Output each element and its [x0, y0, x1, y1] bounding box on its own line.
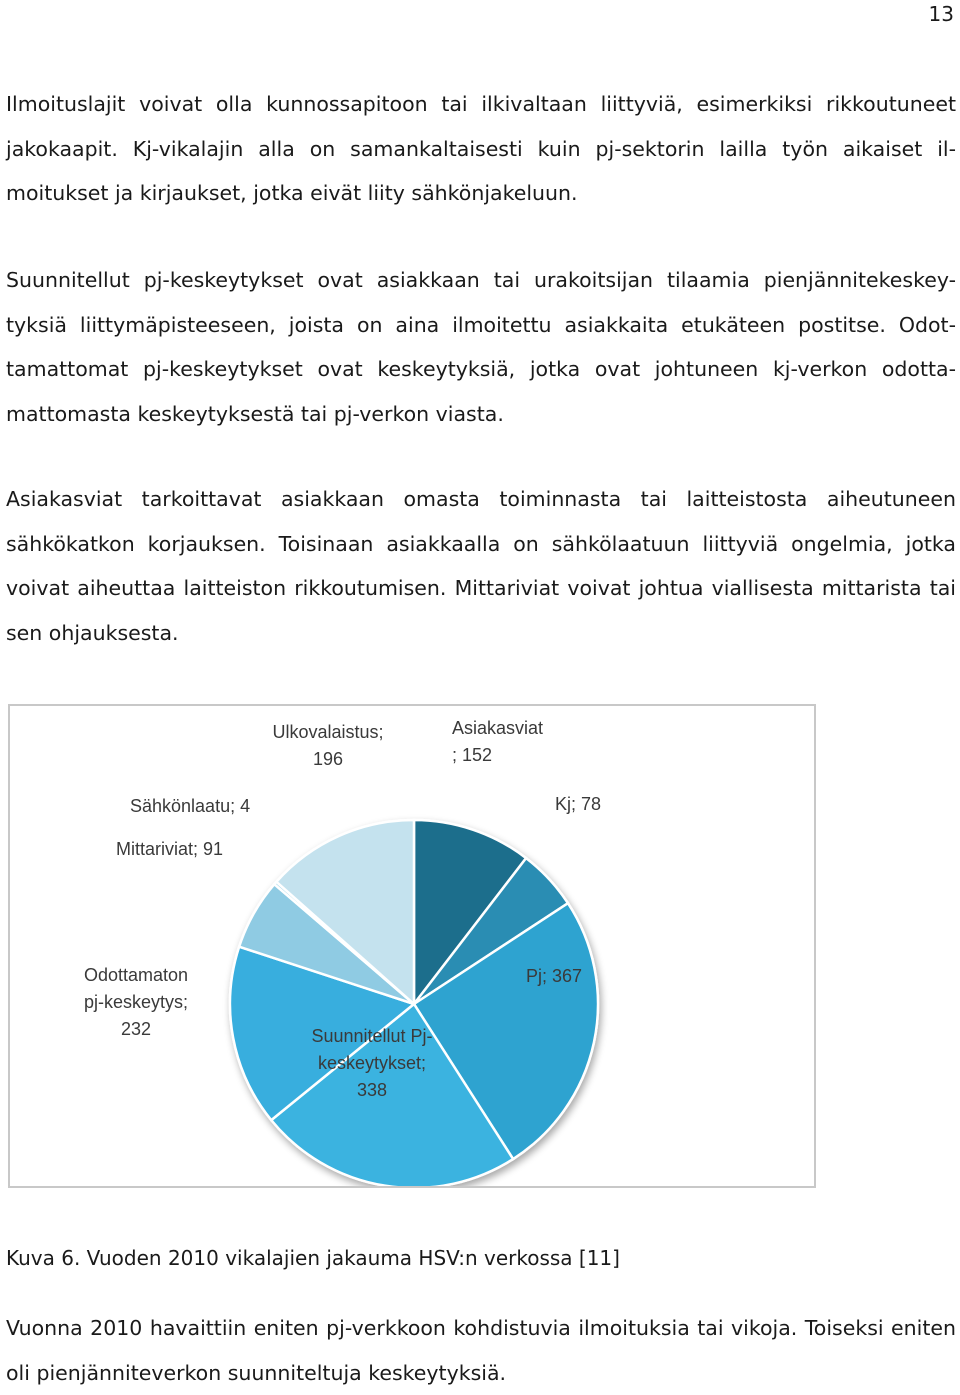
pie-chart [10, 706, 814, 1186]
figure-caption: Kuva 6. Vuoden 2010 vikalajien jakauma HSV:n verkossa [11] [6, 1246, 620, 1270]
pie-label-0: Asiakasviat ; 152 [452, 718, 544, 765]
paragraph-3: Asiakasviat tarkoittavat asiakkaan omasta toiminnasta tai laitteistosta aiheutuneen sähkökatkon korjauksen. Toisinaan asiakkaalla on sähkölaatuun liittyviä ongelmia, jotka voivat aiheuttaa laitteiston rikkoutumisen. Mittariviat voivat johtua viallisesta mittarista tai sen ohjauksesta. [6, 487, 956, 645]
pie-label-1: Kj; 78 [555, 794, 602, 814]
pie-label-6: Sähkönlaatu; 4 [130, 796, 251, 816]
pie-label-5: Mittariviat; 91 [116, 839, 224, 859]
pie-label-2: Pj; 367 [526, 966, 583, 986]
paragraph-2: Suunnitellut pj-keskeytykset ovat asiakkaan tai urakoitsijan tilaamia pienjännitekeskey-tyksiä liittymäpisteeseen, joista on aina ilmoitettu asiakkaita etukäteen postitse. Odot-tamattomat pj-keskeytykset ovat keskeytyksiä, jotka ovat johtuneen kj-verkon odotta-mattomasta keskeytyksestä tai pj-verkon viasta. [6, 268, 956, 426]
pie-label-4: Odottamaton pj-keskeytys; 232 [83, 965, 189, 1039]
page-number: 13 [928, 2, 954, 26]
paragraph-1: Ilmoituslajit voivat olla kunnossapitoon tai ilkivaltaan liittyviä, esimerkiksi rikkoutuneet jakokaapit. Kj-vikalajin alla on samankaltaisesti kuin pj-sektorin lailla työn aikaiset il-moitukset ja kirjaukset, jotka eivät liity sähkönjakeluun. [6, 92, 956, 206]
pie-chart-figure [8, 704, 816, 1188]
paragraph-4: Vuonna 2010 havaittiin eniten pj-verkkoon kohdistuvia ilmoituksia tai vikoja. Toiseksi eniten oli pienjänniteverkon suunniteltuja keskeytyksiä. [6, 1316, 956, 1385]
pie-label-7: Ulkovalaistus; 196 [272, 722, 384, 769]
pie-label-3: Suunnitellut Pj-keskeytykset; 338 [311, 1026, 433, 1100]
